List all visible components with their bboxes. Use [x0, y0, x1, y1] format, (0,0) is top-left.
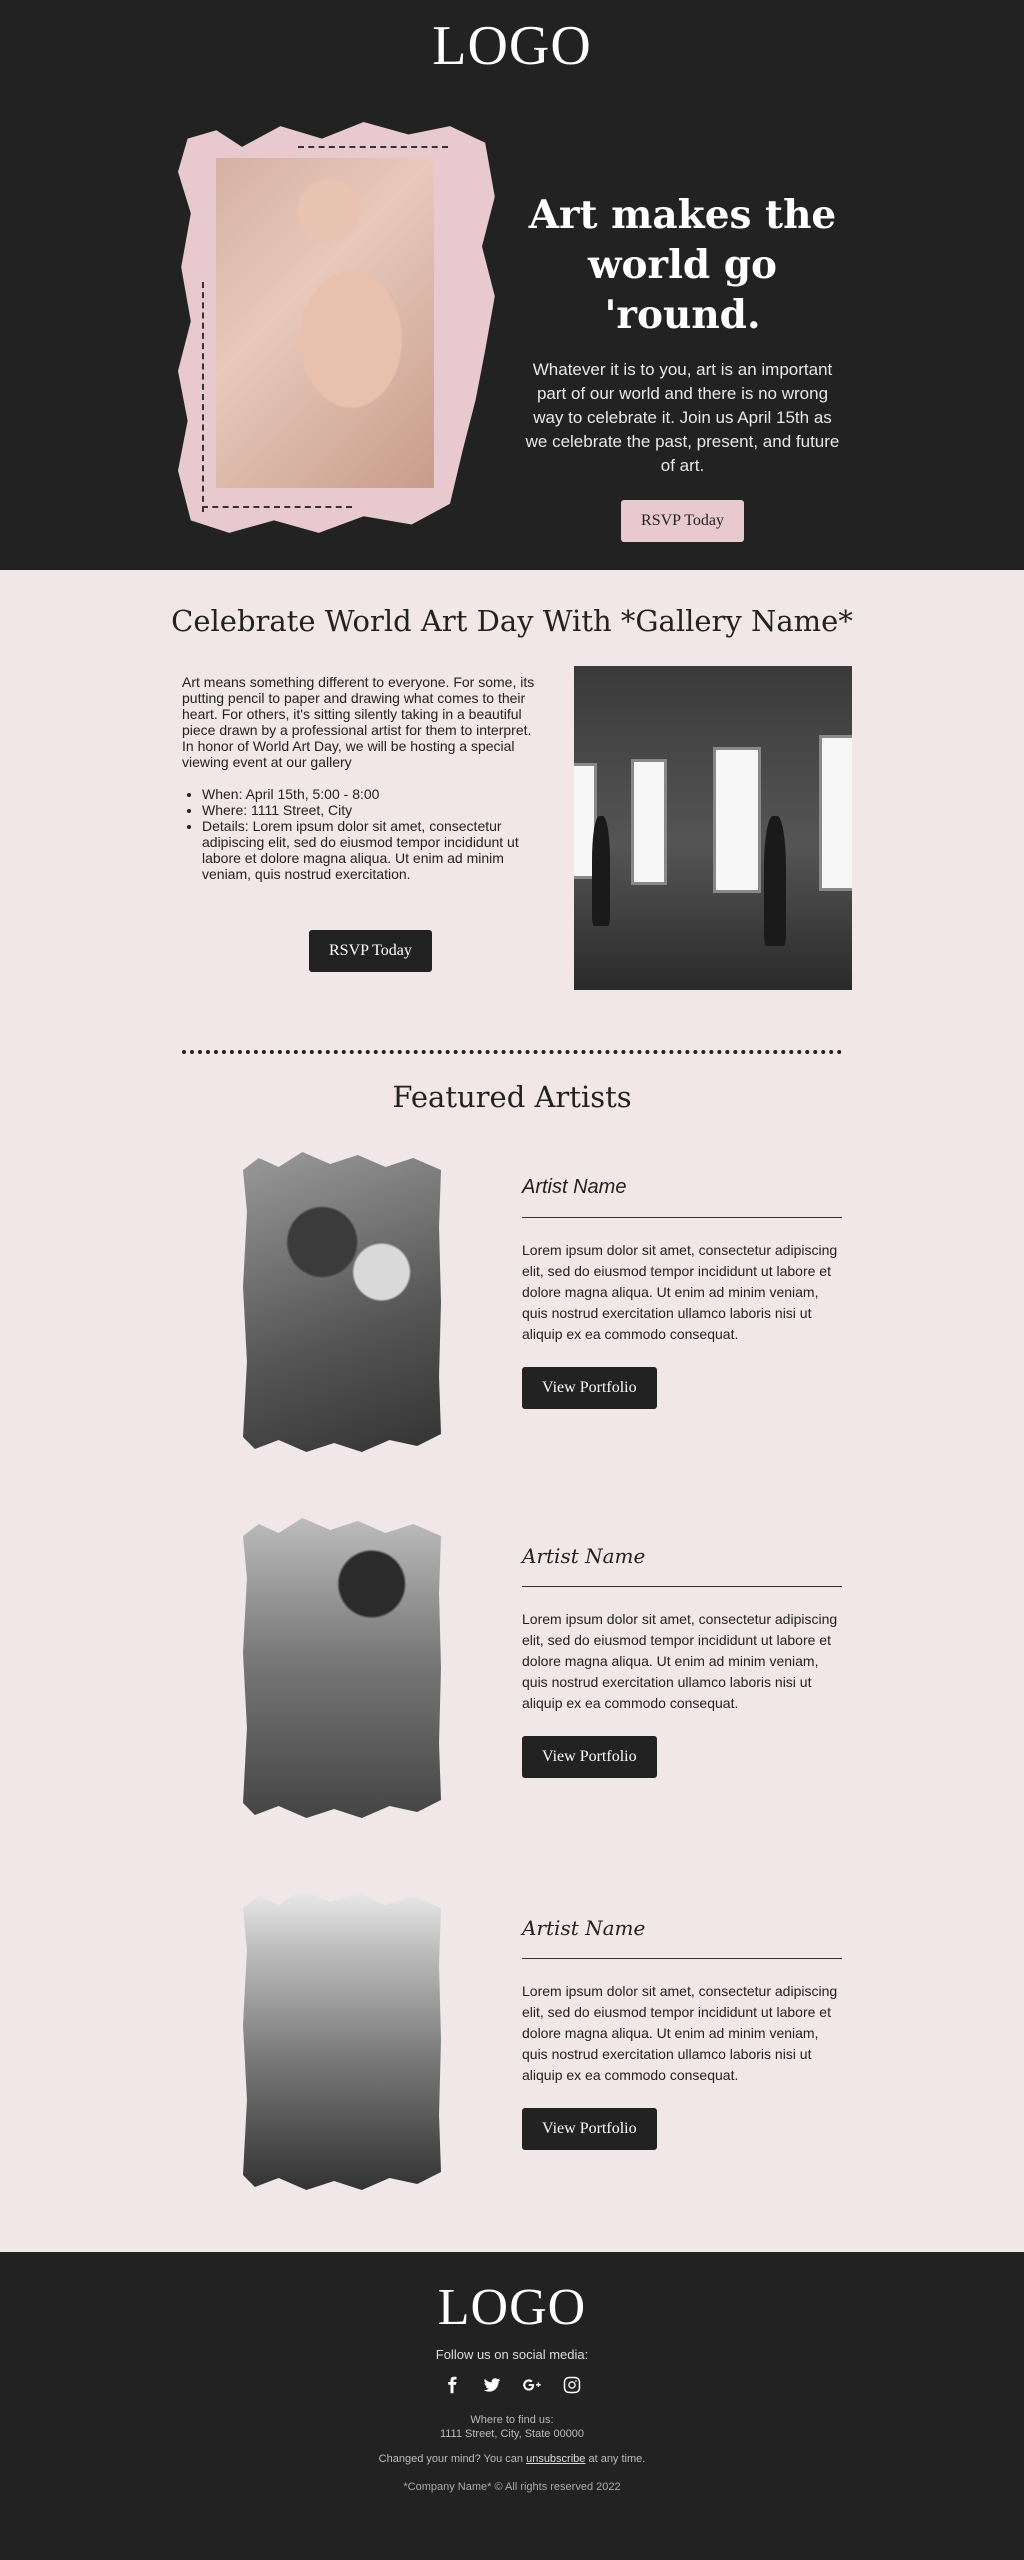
address: 1111 Street, City, State 00000 — [439, 2428, 585, 2440]
list-item: • Where: 1111 Street, City — [202, 802, 546, 818]
unsub-text-before: Changed your mind? You can — [378, 2453, 524, 2465]
visitor-silhouette — [764, 816, 786, 946]
google-plus-icon[interactable] — [523, 2376, 541, 2399]
view-portfolio-button[interactable]: View Portfolio — [522, 2108, 657, 2150]
follow-label: Follow us on social media: — [435, 2347, 589, 2362]
celebrate-text — [182, 674, 546, 882]
view-portfolio-button[interactable]: View Portfolio — [522, 1736, 657, 1778]
social-links — [0, 2376, 1024, 2399]
list-item: • Details: Lorem ipsum dolor sit amet, consectetur adipiscing elit, sed do eiusmod tempor incididunt ut labore et dolore magna aliqua. Ut enim ad minim veniam, quis nostrud exercitation. — [202, 818, 546, 882]
unsubscribe-line — [0, 2453, 1024, 2465]
hero-rsvp-button[interactable]: RSVP Today — [621, 500, 744, 542]
dashed-frame-top — [298, 146, 448, 154]
gallery-frame — [822, 738, 852, 888]
gallery-frame — [574, 766, 594, 876]
hero-image — [178, 122, 498, 537]
hero-section — [0, 0, 1024, 570]
artist-name: Artist Name — [522, 1916, 842, 1959]
hero-title: Art makes the world go 'round. — [528, 192, 837, 338]
celebrate-paragraph: Art means something different to everyone. For some, its putting pencil to paper and drawing what comes to their heart. For others, it's sitting silently taking in a beautiful piece drawn by a professional artist for them to interpret. In honor of World Art Day, we will be hosting a special viewing event at our gallery — [182, 674, 535, 770]
dotted-divider — [182, 1050, 842, 1054]
facebook-icon[interactable] — [443, 2376, 461, 2399]
unsub-text-after: at any time. — [588, 2453, 646, 2465]
celebrate-section — [0, 570, 1024, 1050]
footer — [0, 2252, 1024, 2560]
statue-photo — [216, 158, 434, 488]
copyright: *Company Name* © All rights reserved 2022 — [403, 2481, 621, 2493]
header-logo[interactable]: LOGO — [432, 15, 592, 77]
unsubscribe-link[interactable]: unsubscribe — [526, 2453, 586, 2465]
artist-description: Lorem ipsum dolor sit amet, consectetur adipiscing elit, sed do eiusmod tempor incididunt ut labore et dolore magna aliqua. Ut enim ad minim veniam, quis nostrud exercitation ullamco laboris nisi ut aliquip ex ea commodo consequat. — [522, 1983, 838, 2083]
view-portfolio-button[interactable]: View Portfolio — [522, 1367, 657, 1409]
gallery-frame — [716, 750, 758, 890]
address-block — [0, 2413, 1024, 2441]
gallery-frame — [634, 762, 664, 882]
artist-photo — [243, 1890, 441, 2190]
artist-info — [522, 1544, 842, 1778]
gallery-photo — [574, 666, 852, 990]
event-details-list — [182, 786, 546, 882]
artist-photo — [243, 1152, 441, 1452]
artist-info — [522, 1916, 842, 2150]
artist-name: Artist Name — [522, 1176, 842, 1218]
hero-text — [520, 190, 845, 542]
featured-title: Featured Artists — [392, 1080, 632, 1114]
celebrate-rsvp-button[interactable]: RSVP Today — [309, 930, 432, 972]
visitor-silhouette — [592, 816, 610, 926]
list-item: • When: April 15th, 5:00 - 8:00 — [202, 786, 546, 802]
celebrate-title: Celebrate World Art Day With *Gallery Name* — [171, 604, 853, 638]
twitter-icon[interactable] — [483, 2376, 501, 2399]
instagram-icon[interactable] — [563, 2376, 581, 2399]
artist-photo — [243, 1518, 441, 1818]
artist-description: Lorem ipsum dolor sit amet, consectetur adipiscing elit, sed do eiusmod tempor incididunt ut labore et dolore magna aliqua. Ut enim ad minim veniam, quis nostrud exercitation ullamco laboris nisi ut aliquip ex ea commodo consequat. — [522, 1611, 838, 1711]
dashed-frame-bottom — [202, 506, 352, 514]
hero-body: Whatever it is to you, art is an important part of our world and there is no wrong way to celebrate it. Join us April 15th as we celebrate the past, present, and future of art. — [525, 360, 840, 475]
footer-logo[interactable]: LOGO — [437, 2279, 587, 2336]
dashed-frame-left — [202, 282, 210, 512]
artist-info — [522, 1176, 842, 1409]
find-label: Where to find us: — [470, 2414, 554, 2426]
artist-description: Lorem ipsum dolor sit amet, consectetur adipiscing elit, sed do eiusmod tempor incididunt ut labore et dolore magna aliqua. Ut enim ad minim veniam, quis nostrud exercitation ullamco laboris nisi ut aliquip ex ea commodo consequat. — [522, 1242, 838, 1342]
artist-name: Artist Name — [522, 1544, 842, 1587]
